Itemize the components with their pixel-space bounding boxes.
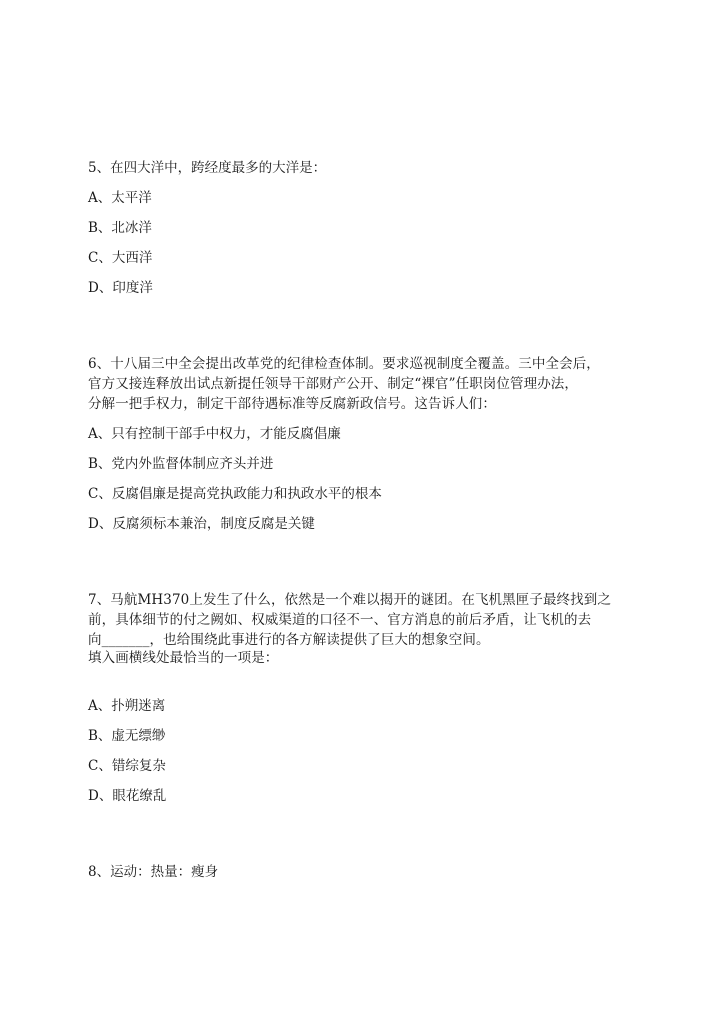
question-6-option-d: D、反腐须标本兼治，制度反腐是关键 [88,516,315,532]
question-7-stem-line-4: 填入画横线处最恰当的一项是： [88,650,279,666]
question-7-option-b: B、虚无缥缈 [88,728,166,744]
question-5-option-a: A、太平洋 [88,190,152,206]
question-6-option-b: B、党内外监督体制应齐头并进 [88,456,274,472]
question-6-option-c: C、反腐倡廉是提高党执政能力和执政水平的根本 [88,486,382,502]
question-6-stem-line-3: 分解一把手权力，制定干部待遇标准等反腐新政信号。这告诉人们： [88,396,496,412]
question-5-option-b: B、北冰洋 [88,220,152,236]
question-6-option-a: A、只有控制干部手中权力，才能反腐倡廉 [88,426,341,442]
question-5-option-c: C、大西洋 [88,250,153,266]
question-7-option-a: A、扑朔迷离 [88,698,166,714]
question-6-stem-line-2: 官方又接连释放出试点新提任领导干部财产公开、制定“裸官”任职岗位管理办法， [88,376,579,392]
question-8-stem: 8、运动：热量：瘦身 [88,864,219,880]
question-6-stem-line-1: 6、十八届三中全会提出改革党的纪律检查体制。要求巡视制度全覆盖。三中全会后， [88,356,600,372]
question-7-stem-line-2: 前，具体细节的付之阙如、权威渠道的口径不一、官方消息的前后矛盾，让飞机的去 [88,612,592,628]
question-5-stem: 5、在四大洋中，跨经度最多的大洋是： [88,160,327,176]
question-7-stem-line-1: 7、马航MH370上发生了什么，依然是一个难以揭开的谜团。在飞机黑匣子最终找到之 [88,592,611,608]
question-5-option-d: D、印度洋 [88,280,153,296]
question-7-stem-line-3: 向_______，也给围绕此事进行的各方解读提供了巨大的想象空间。 [88,632,490,648]
question-7-option-c: C、错综复杂 [88,758,166,774]
question-7-option-d: D、眼花缭乱 [88,788,167,804]
